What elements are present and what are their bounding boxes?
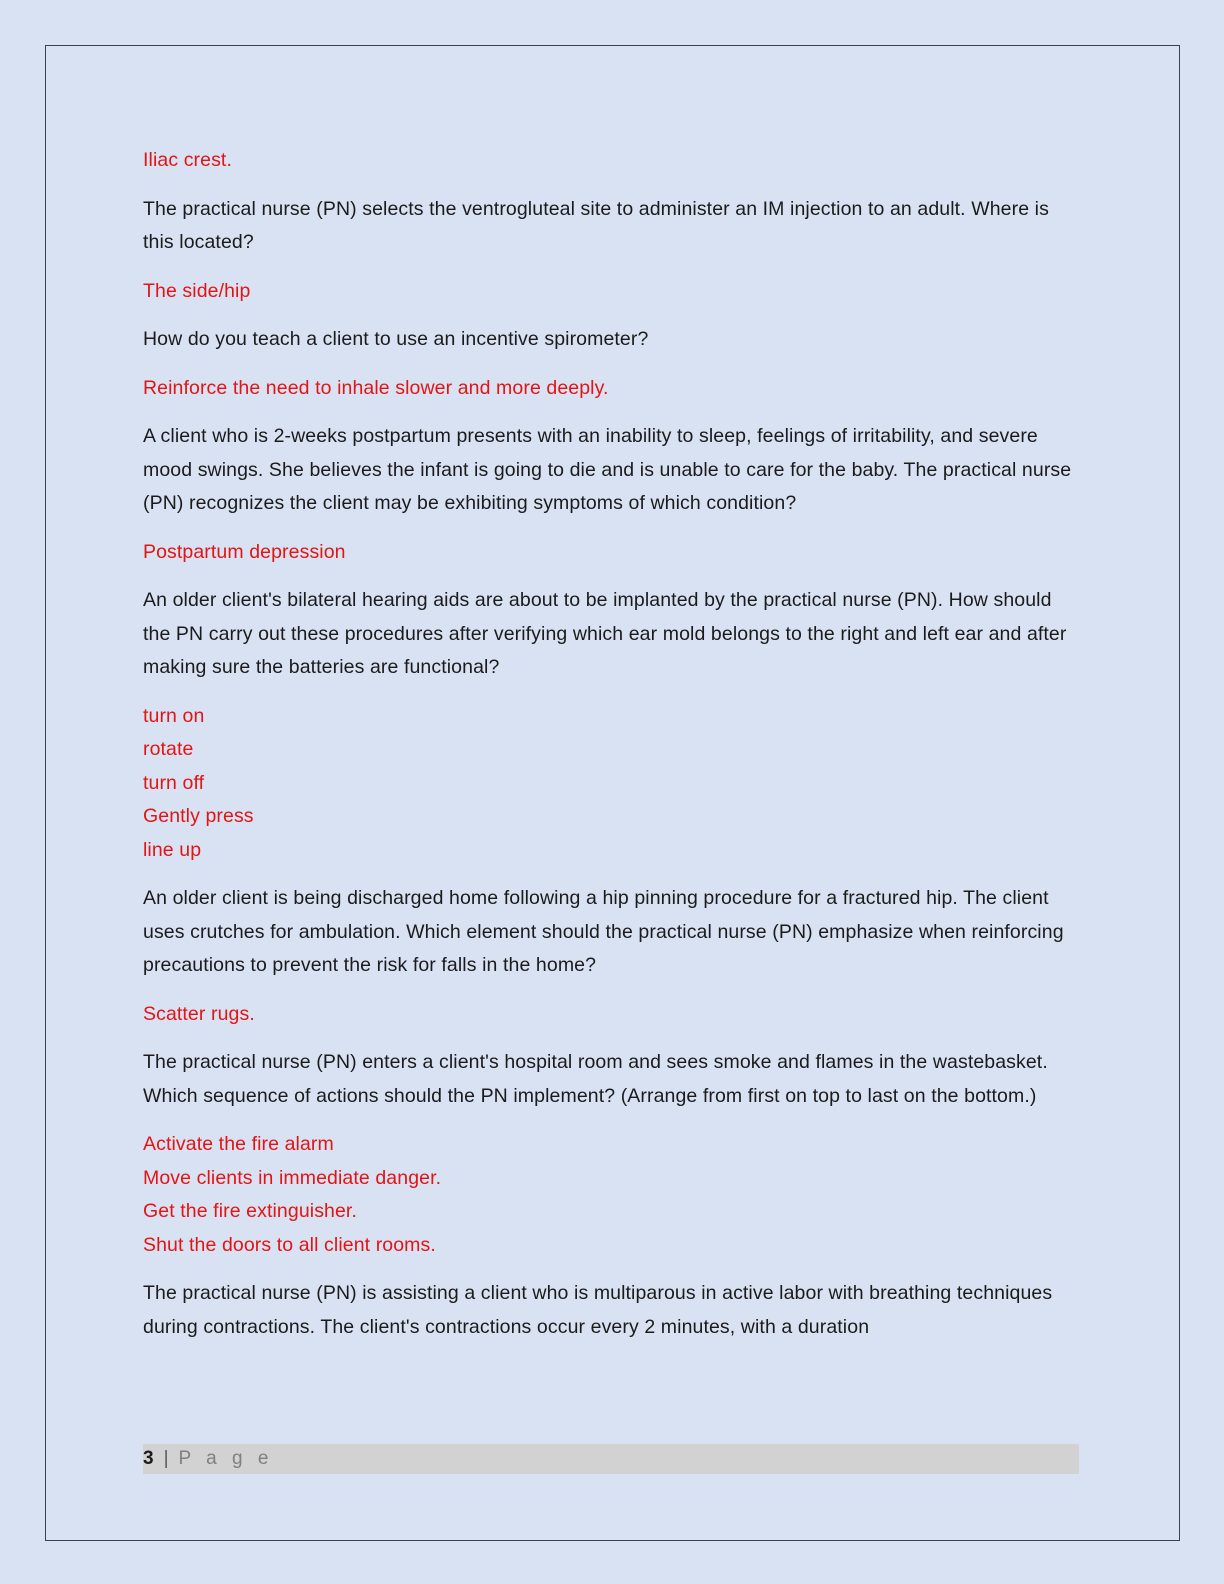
answer-line: Shut the doors to all client rooms. (143, 1233, 436, 1256)
question-paragraph: An older client is being discharged home following a hip pinning procedure for a fractured hip. The client uses crutches for ambulation. Which element should the practical nurse (PN) emphasize when reinforcing precautions to prevent the risk for falls in the home? (143, 887, 1064, 976)
answer-paragraph: The side/hip (143, 279, 251, 302)
answer-line: rotate (143, 738, 194, 760)
question-paragraph: The practical nurse (PN) selects the ventrogluteal site to administer an IM injection to an adult. Where is this located? (143, 197, 1049, 253)
answer-paragraph: Postpartum depression (143, 540, 346, 563)
answer-line: turn on (143, 704, 205, 727)
document-body (143, 144, 1079, 1359)
answer-line: Activate the fire alarm (143, 1133, 334, 1155)
answer-line: turn off (143, 771, 205, 794)
answer-line: line up (143, 838, 202, 861)
question-paragraph: The practical nurse (PN) is assisting a client who is multiparous in active labor with breathing techniques during contractions. The client's contractions occur every 2 minutes, with a duration (143, 1282, 1053, 1338)
footer-page-label: P a g e (178, 1448, 274, 1469)
answer-paragraph: Reinforce the need to inhale slower and more deeply. (143, 376, 609, 399)
answer-paragraph: Iliac crest. (143, 149, 232, 171)
answer-line: Move clients in immediate danger. (143, 1166, 442, 1189)
footer-separator: | (163, 1448, 169, 1469)
question-paragraph: A client who is 2-weeks postpartum presents with an inability to sleep, feelings of irritability, and severe mood swings. She believes the infant is going to die and is unable to care for the baby. The practical nurse (PN) recognizes the client may be exhibiting symptoms of which condition? (143, 425, 1072, 514)
question-paragraph: An older client's bilateral hearing aids are about to be implanted by the practical nurse (PN). How should the PN carry out these procedures after verifying which ear mold belongs to the right and left ear and after making sure the batteries are functional? (143, 589, 1067, 678)
answer-line: Get the fire extinguisher. (143, 1200, 357, 1222)
answer-paragraph: Scatter rugs. (143, 1002, 255, 1025)
document-page (45, 45, 1180, 1541)
question-paragraph: How do you teach a client to use an incentive spirometer? (143, 328, 649, 350)
answer-list-paragraph (143, 1128, 1079, 1262)
page-footer (143, 1444, 1079, 1474)
answer-line: Gently press (143, 805, 254, 827)
answer-list-paragraph (143, 700, 1079, 868)
page-number: 3 (143, 1448, 154, 1469)
question-paragraph: The practical nurse (PN) enters a client's hospital room and sees smoke and flames in the wastebasket. Which sequence of actions should the PN implement? (Arrange from first on top to last on the bottom.) (143, 1051, 1048, 1107)
